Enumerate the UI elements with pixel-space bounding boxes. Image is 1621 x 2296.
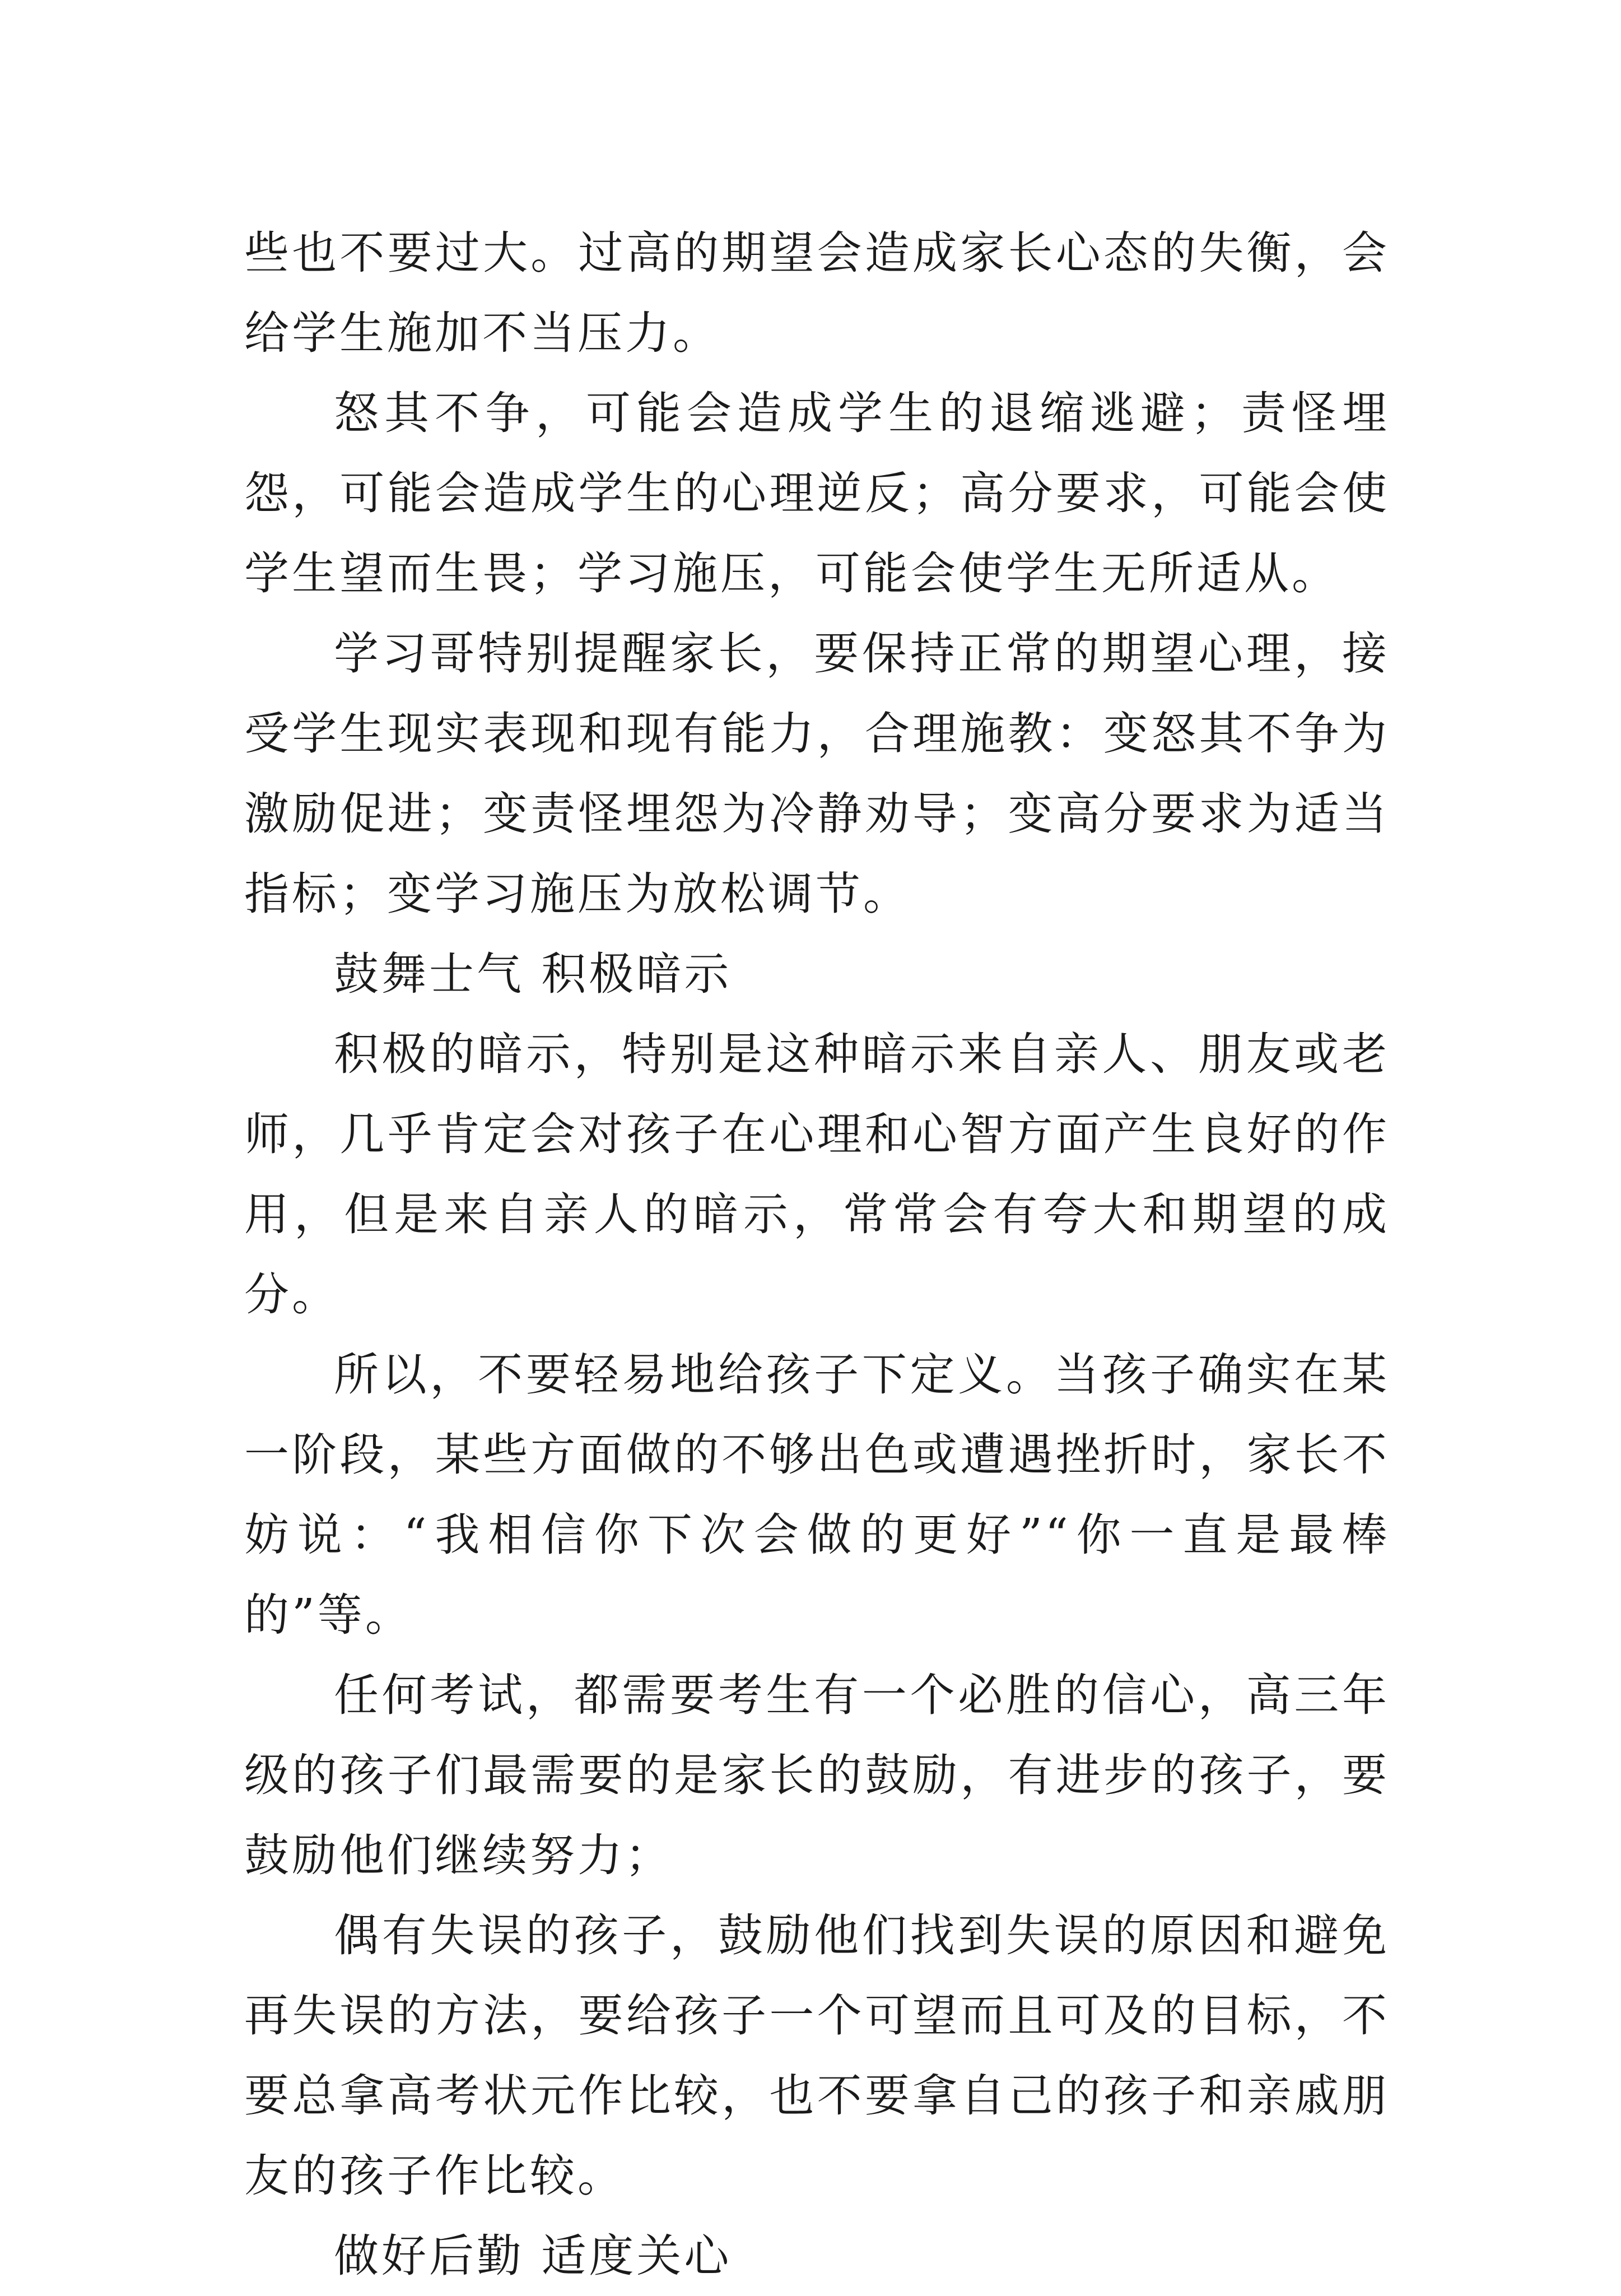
section-heading-encouragement: 鼓舞士气 积极暗示 (334, 948, 732, 1000)
document-body (244, 213, 1390, 2296)
paragraph-no-labeling: 所以，不要轻易地给孩子下定义。当孩子确实在某一阶段，某些方面做的不够出色或遭遇挫折时，家长不妨说：“我相信你下次会做的更好”“你一直是最棒的”等。 (244, 1349, 1390, 1641)
paragraph-mistakes: 偶有失误的孩子，鼓励他们找到失误的原因和避免再失误的方法，要给孩子一个可望而且可及的目标，不要总拿高考状元作比较，也不要拿自己的孩子和亲戚朋友的孩子作比较。 (244, 1909, 1390, 2202)
paragraph-reminder-to-parents: 学习哥特别提醒家长，要保持正常的期望心理，接受学生现实表现和现有能力，合理施教：变怒其不争为激励促进；变责怪埋怨为冷静劝导；变高分要求为适当指标；变学习施压为放松调节。 (244, 628, 1390, 920)
paragraph-confidence: 任何考试，都需要考生有一个必胜的信心，高三年级的孩子们最需要的是家长的鼓励，有进步的孩子，要鼓励他们继续努力； (244, 1669, 1390, 1881)
paragraph-expectation-continued: 些也不要过大。过高的期望会造成家长心态的失衡，会给学生施加不当压力。 (244, 227, 1390, 359)
paragraph-negative-effects: 怒其不争，可能会造成学生的退缩逃避；责怪埋怨，可能会造成学生的心理逆反；高分要求，可能会使学生望而生畏；学习施压，可能会使学生无所适从。 (244, 387, 1390, 599)
section-heading-logistics: 做好后勤 适度关心 (334, 2230, 732, 2282)
paragraph-positive-suggestion: 积极的暗示，特别是这种暗示来自亲人、朋友或老师，几乎肯定会对孩子在心理和心智方面产生良好的作用，但是来自亲人的暗示，常常会有夸大和期望的成分。 (244, 1028, 1390, 1321)
